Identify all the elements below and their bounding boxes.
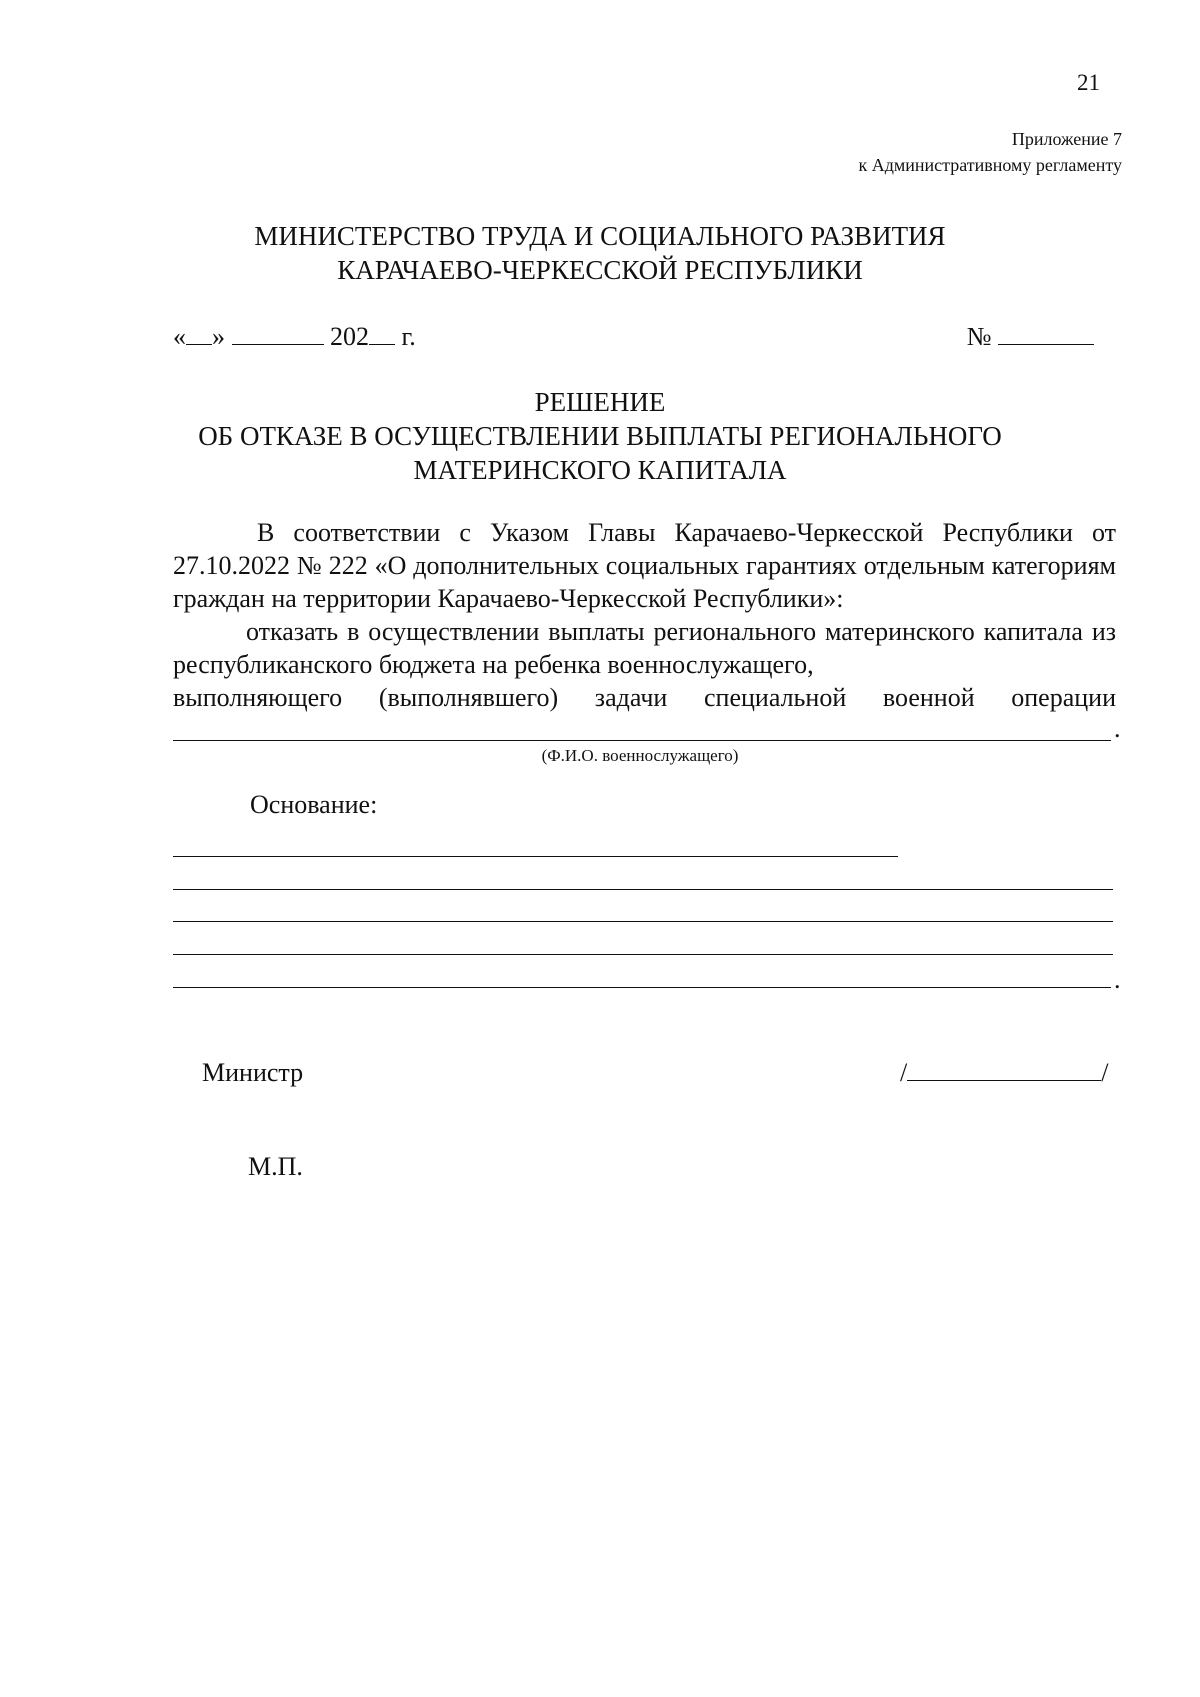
document-number-field <box>967 322 1094 352</box>
signature-blank <box>907 1060 1101 1081</box>
decision-title-line1: РЕШЕНИЕ <box>534 387 666 417</box>
decision-title <box>0 385 1200 487</box>
day-blank <box>186 324 212 345</box>
ministry-header <box>0 219 1200 287</box>
appendix-subtitle: к Административному регламенту <box>858 155 1122 175</box>
signature-slash-right: / <box>1101 1058 1109 1087</box>
ministry-name-line1: МИНИСТЕРСТВО ТРУДА И СОЦИАЛЬНОГО РАЗВИТИЯ <box>254 221 946 251</box>
number-blank <box>998 324 1094 345</box>
appendix-title: Приложение 7 <box>1011 129 1122 149</box>
fio-end-mark: . <box>1114 714 1121 743</box>
basis-end-mark: . <box>1114 965 1121 994</box>
minister-label: Министр <box>202 1058 304 1087</box>
legal-basis-paragraph <box>173 516 1116 615</box>
refusal-paragraph <box>173 615 1116 714</box>
basis-blank-line-3 <box>173 921 1113 922</box>
basis-blank-line-1 <box>173 856 898 857</box>
page-number: 21 <box>1077 70 1100 95</box>
date-close-quote: » <box>212 322 225 351</box>
refusal-text-line1: отказать в осуществлении выплаты регионального материнского капитала из республиканского бюджета на ребенка военнослужащего, <box>173 617 1116 679</box>
month-blank <box>232 324 324 345</box>
fio-blank-line <box>173 740 1111 741</box>
number-sign: № <box>966 322 992 351</box>
refusal-text-line2: выполняющего (выполнявшего) задачи специальной военной операции <box>173 683 1116 712</box>
seal-label: М.П. <box>248 1152 303 1181</box>
date-open-quote: « <box>173 322 186 351</box>
decision-title-line2: ОБ ОТКАЗЕ В ОСУЩЕСТВЛЕНИИ ВЫПЛАТЫ РЕГИОНАЛЬНОГО <box>198 421 1002 451</box>
basis-blank-line-4 <box>173 954 1113 955</box>
year-suffix: г. <box>401 322 416 351</box>
basis-label: Основание: <box>250 790 378 819</box>
ministry-name-line2: КАРАЧАЕВО-ЧЕРКЕССКОЙ РЕСПУБЛИКИ <box>337 255 863 285</box>
year-prefix: 202 <box>330 322 369 351</box>
decision-title-line3: МАТЕРИНСКОГО КАПИТАЛА <box>413 455 787 485</box>
signature-slash-left: / <box>900 1058 908 1087</box>
appendix-note <box>858 126 1122 178</box>
basis-blank-line-5 <box>173 987 1111 988</box>
signature-field <box>900 1058 1108 1088</box>
basis-blank-line-2 <box>173 889 1113 890</box>
legal-basis-text: В соответствии с Указом Главы Карачаево-Черкесской Республики от 27.10.2022 № 222 «О дополнительных социальных гарантиях отдельным категориям граждан на территории Карачаево-Черкесской Республики»: <box>173 518 1116 613</box>
date-field <box>173 322 416 352</box>
fio-caption: (Ф.И.О. военнослужащего) <box>541 746 739 765</box>
year-blank <box>369 324 395 345</box>
